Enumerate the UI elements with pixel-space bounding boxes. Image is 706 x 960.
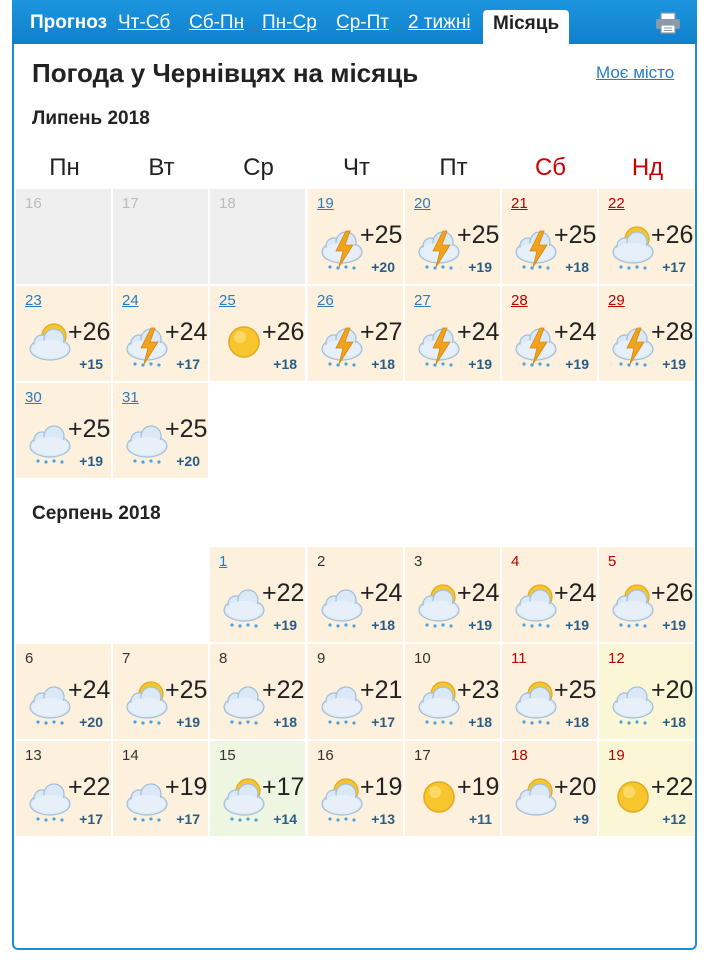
day-cell[interactable] [308,189,403,284]
min-temperature: +19 [176,714,200,730]
min-temperature: +20 [176,453,200,469]
day-cell[interactable] [210,644,305,739]
day-number[interactable]: 29 [608,292,625,309]
tab-thu-sat[interactable]: Чт-Сб [118,12,171,33]
max-temperature: +26 [68,318,111,346]
day-number[interactable]: 19 [608,747,625,764]
day-number[interactable]: 28 [511,292,528,309]
day-number[interactable]: 2 [317,553,326,570]
max-temperature: +20 [651,676,694,704]
min-temperature: +13 [371,811,395,827]
day-number: 16 [25,195,42,212]
max-temperature: +19 [457,773,500,801]
min-temperature: +19 [565,617,589,633]
day-number[interactable]: 15 [219,747,236,764]
min-temperature: +18 [662,714,686,730]
weekday-header-thu: Чт [343,154,370,181]
day-number[interactable]: 3 [414,553,423,570]
day-cell[interactable] [405,547,500,642]
max-temperature: +25 [554,221,597,249]
day-number[interactable]: 8 [219,650,228,667]
day-cell[interactable] [599,189,694,284]
min-temperature: +18 [371,617,395,633]
min-temperature: +19 [468,259,492,275]
min-temperature: +17 [79,811,103,827]
max-temperature: +25 [457,221,500,249]
tab-mon-wed[interactable]: Пн-Ср [262,12,317,33]
day-cell[interactable] [599,286,694,381]
weekday-header-wed: Ср [243,154,274,181]
day-number[interactable]: 24 [122,292,139,309]
min-temperature: +18 [273,356,297,372]
day-cell[interactable] [308,547,403,642]
day-number[interactable]: 9 [317,650,326,667]
day-cell[interactable] [113,741,208,836]
min-temperature: +18 [468,714,492,730]
day-number[interactable]: 20 [414,195,431,212]
max-temperature: +26 [651,221,694,249]
page-title: Погода у Чернівцях на місяць [32,58,419,88]
day-number[interactable]: 30 [25,389,42,406]
day-cell[interactable] [308,741,403,836]
max-temperature: +28 [651,318,694,346]
day-cell[interactable] [599,741,694,836]
day-number[interactable]: 4 [511,553,520,570]
min-temperature: +19 [468,356,492,372]
day-number[interactable]: 10 [414,650,431,667]
weekday-header-sat: Сб [534,154,567,181]
month-title-july: Липень 2018 [32,108,150,129]
day-number[interactable]: 23 [25,292,42,309]
max-temperature: +17 [262,773,305,801]
printer-icon[interactable] [655,12,681,34]
max-temperature: +25 [554,676,597,704]
day-cell[interactable] [502,741,597,836]
min-temperature: +17 [176,811,200,827]
min-temperature: +14 [273,811,297,827]
max-temperature: +22 [262,676,305,704]
max-temperature: +19 [165,773,208,801]
month-title-august: Серпень 2018 [32,503,161,524]
day-cell[interactable] [210,286,305,381]
day-number[interactable]: 27 [414,292,431,309]
min-temperature: +17 [662,259,686,275]
min-temperature: +17 [371,714,395,730]
min-temperature: +19 [662,356,686,372]
day-cell[interactable] [405,189,500,284]
day-number[interactable]: 6 [25,650,34,667]
day-number[interactable]: 13 [25,747,42,764]
max-temperature: +25 [165,676,208,704]
day-cell[interactable] [502,644,597,739]
day-cell [210,189,305,284]
day-cell[interactable] [113,383,208,478]
day-cell [16,189,111,284]
day-cell[interactable] [16,383,111,478]
max-temperature: +27 [360,318,403,346]
day-number[interactable]: 25 [219,292,236,309]
max-temperature: +24 [457,579,500,607]
day-cell[interactable] [210,547,305,642]
day-cell[interactable] [405,644,500,739]
min-temperature: +18 [565,259,589,275]
day-number[interactable]: 7 [122,650,131,667]
day-number[interactable]: 26 [317,292,334,309]
day-number[interactable]: 1 [219,553,228,570]
tab-month[interactable]: Місяць [483,10,569,44]
weekday-header-mon: Пн [49,154,80,181]
tab-sat-mon[interactable]: Сб-Пн [189,12,245,33]
day-number: 17 [122,195,139,212]
min-temperature: +15 [79,356,103,372]
day-number[interactable]: 17 [414,747,431,764]
min-temperature: +19 [565,356,589,372]
min-temperature: +9 [573,811,589,827]
day-number[interactable]: 18 [511,747,528,764]
max-temperature: +24 [554,579,597,607]
max-temperature: +24 [360,579,403,607]
day-cell[interactable] [16,741,111,836]
day-cell[interactable] [113,644,208,739]
weekday-header-fri: Пт [439,154,468,181]
max-temperature: +21 [360,676,403,704]
max-temperature: +22 [68,773,111,801]
day-cell[interactable] [210,741,305,836]
max-temperature: +19 [360,773,403,801]
min-temperature: +20 [371,259,395,275]
day-number[interactable]: 11 [511,650,527,667]
my-city-link[interactable]: Моє місто [596,63,675,82]
day-cell[interactable] [113,286,208,381]
day-number[interactable]: 12 [608,650,625,667]
min-temperature: +17 [176,356,200,372]
max-temperature: +20 [554,773,597,801]
max-temperature: +23 [457,676,500,704]
day-number[interactable]: 16 [317,747,334,764]
day-number[interactable]: 14 [122,747,139,764]
min-temperature: +19 [662,617,686,633]
max-temperature: +24 [554,318,597,346]
max-temperature: +26 [651,579,694,607]
weekday-header-tue: Вт [148,154,175,181]
day-cell[interactable] [308,644,403,739]
tab-forecast[interactable]: Прогноз [30,12,108,33]
day-cell[interactable] [16,644,111,739]
min-temperature: +19 [273,617,297,633]
min-temperature: +11 [469,811,492,827]
min-temperature: +12 [662,811,686,827]
day-cell[interactable] [308,286,403,381]
day-number[interactable]: 22 [608,195,625,212]
day-number[interactable]: 5 [608,553,617,570]
day-number: 18 [219,195,236,212]
min-temperature: +18 [565,714,589,730]
min-temperature: +20 [79,714,103,730]
day-cell[interactable] [405,286,500,381]
min-temperature: +19 [79,453,103,469]
day-cell[interactable] [599,644,694,739]
day-cell[interactable] [405,741,500,836]
day-number[interactable]: 31 [122,389,139,406]
max-temperature: +22 [651,773,694,801]
max-temperature: +25 [165,415,208,443]
min-temperature: +18 [371,356,395,372]
day-cell[interactable] [599,547,694,642]
max-temperature: +24 [68,676,111,704]
day-number[interactable]: 19 [317,195,334,212]
max-temperature: +22 [262,579,305,607]
max-temperature: +25 [360,221,403,249]
tab-two-weeks[interactable]: 2 тижні [408,12,471,33]
min-temperature: +18 [273,714,297,730]
tab-wed-fri[interactable]: Ср-Пт [336,12,389,33]
max-temperature: +24 [457,318,500,346]
day-cell[interactable] [502,547,597,642]
day-cell[interactable] [16,286,111,381]
day-number[interactable]: 21 [511,195,528,212]
day-cell[interactable] [502,189,597,284]
min-temperature: +19 [468,617,492,633]
day-cell [113,189,208,284]
weekday-header-sun: Нд [631,154,664,181]
max-temperature: +24 [165,318,208,346]
day-cell[interactable] [502,286,597,381]
max-temperature: +25 [68,415,111,443]
max-temperature: +26 [262,318,305,346]
